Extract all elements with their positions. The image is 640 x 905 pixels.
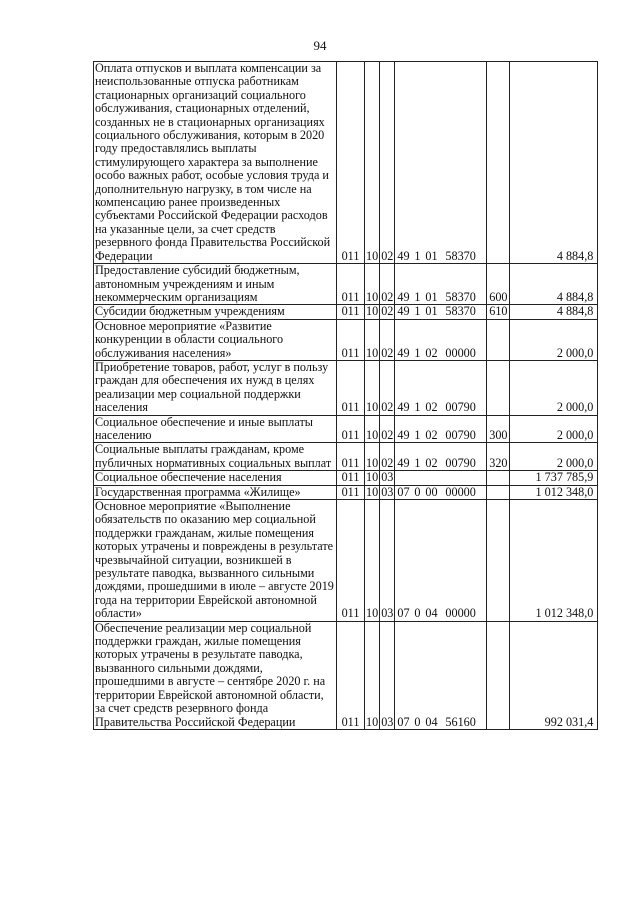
row-target-article xyxy=(395,485,487,499)
row-sum: 2 000,0 xyxy=(510,443,598,471)
table-row xyxy=(94,62,598,264)
target-event-code: 01 xyxy=(425,248,438,263)
target-event-code: 02 xyxy=(425,427,438,442)
row-target-article xyxy=(395,621,487,729)
row-subsection-code: 02 xyxy=(380,443,395,471)
row-name: Социальные выплаты гражданам, кроме публичных нормативных социальных выплат xyxy=(94,443,337,471)
table-row xyxy=(94,621,598,729)
target-program-code: 49 xyxy=(397,400,410,415)
row-target-article xyxy=(395,264,487,305)
row-sum: 4 884,8 xyxy=(510,62,598,264)
row-subsection-code: 03 xyxy=(381,485,394,499)
row-name: Оплата отпусков и выплата компенсации за неиспользованные отпуска работникам стационарных организаций социального обслуживания, стационарных отделений, созданных не в стационарных организациях социального обслуживания, которым в 2020 году предоставлялись выплаты стимулирующего характера за выполнение особо важных работ, особые условия труда и дополнительную нагрузку, в том числе на компенсацию ранее произведенных субъектами Российской Федерации расходов на указанные цели, за счет средств резервного фонда Правительства Российской Федерации xyxy=(94,62,337,264)
row-target-article xyxy=(395,360,487,415)
row-subsection-code: 02 xyxy=(380,319,395,360)
table-row xyxy=(94,360,598,415)
target-event-code: 02 xyxy=(425,345,438,360)
target-direction-code: 58370 xyxy=(445,304,476,319)
row-gr-code: 011 xyxy=(337,443,365,471)
target-event-code: 02 xyxy=(425,400,438,415)
target-direction-code: 00790 xyxy=(445,455,476,470)
row-section-code: 10 xyxy=(365,621,380,729)
row-gr-code: 011 xyxy=(337,319,365,360)
row-gr-code: 011 xyxy=(337,62,365,264)
row-section-code: 10 xyxy=(365,319,380,360)
row-sum: 4 884,8 xyxy=(510,305,598,319)
target-subprogram-code: 1 xyxy=(414,400,421,415)
row-target-article xyxy=(395,62,487,264)
row-subsection-code: 02 xyxy=(381,304,394,319)
row-expense-type-code xyxy=(487,319,510,360)
target-direction-code: 00790 xyxy=(445,400,476,415)
row-subsection-code: 03 xyxy=(380,500,395,622)
row-sum: 2 000,0 xyxy=(510,319,598,360)
target-subprogram-code: 1 xyxy=(414,248,421,263)
row-subsection-code: 03 xyxy=(381,470,394,485)
target-subprogram-code: 1 xyxy=(414,345,421,360)
row-expense-type-code xyxy=(487,500,510,622)
target-program-code: 07 xyxy=(397,485,410,499)
row-subsection-code: 03 xyxy=(380,621,395,729)
row-sum: 1 737 785,9 xyxy=(510,471,598,485)
row-expense-type-code xyxy=(487,471,510,485)
target-subprogram-code: 1 xyxy=(414,289,421,304)
target-direction-code: 00000 xyxy=(445,606,476,621)
target-event-code: 01 xyxy=(425,304,438,319)
row-gr-code: 011 xyxy=(337,621,365,729)
target-event-code: 01 xyxy=(425,289,438,304)
row-section-code: 10 xyxy=(365,415,380,443)
target-program-code: 49 xyxy=(397,248,410,263)
row-sum: 992 031,4 xyxy=(510,621,598,729)
row-target-article xyxy=(395,471,487,485)
row-sum: 2 000,0 xyxy=(510,360,598,415)
target-program-code: 49 xyxy=(397,289,410,304)
row-gr-code: 011 xyxy=(337,305,365,319)
target-subprogram-code: 1 xyxy=(414,455,421,470)
target-subprogram-code: 1 xyxy=(414,304,421,319)
target-direction-code: 00000 xyxy=(445,485,476,499)
row-expense-type-code: 320 xyxy=(487,443,510,471)
row-name: Социальное обеспечение и иные выплаты населению xyxy=(94,415,337,443)
target-direction-code: 58370 xyxy=(445,248,476,263)
table-row xyxy=(94,500,598,622)
row-gr-code: 011 xyxy=(337,471,365,485)
row-name: Обеспечение реализации мер социальной поддержки граждан, жилые помещения которых утрачены в результате паводка, вызванного сильными дождями, прошедшими в августе – сентябре 2020 г. на территории Еврейской автономной области, за счет средств резервного фонда Правительства Российской Федерации xyxy=(94,621,337,729)
row-name: Государственная программа «Жилище» xyxy=(94,485,337,499)
row-target-article xyxy=(395,305,487,319)
row-name: Приобретение товаров, работ, услуг в пользу граждан для обеспечения их нужд в целях реализации мер социальной поддержки населения xyxy=(94,360,337,415)
row-section-code: 10 xyxy=(365,443,380,471)
row-expense-type-code: 610 xyxy=(487,305,510,319)
target-direction-code: 56160 xyxy=(445,714,476,729)
row-gr-code: 011 xyxy=(337,485,365,499)
row-name: Субсидии бюджетным учреждениям xyxy=(94,305,337,319)
row-gr-code: 011 xyxy=(337,500,365,622)
budget-table xyxy=(93,61,598,730)
target-program-code: 49 xyxy=(397,455,410,470)
target-program-code: 49 xyxy=(397,304,410,319)
row-sum: 4 884,8 xyxy=(510,264,598,305)
row-gr-code: 011 xyxy=(337,264,365,305)
target-direction-code: 58370 xyxy=(445,289,476,304)
target-subprogram-code: 0 xyxy=(414,485,421,499)
target-event-code: 00 xyxy=(425,485,438,499)
target-program-code: 49 xyxy=(397,427,410,442)
row-expense-type-code xyxy=(487,621,510,729)
row-section-code: 10 xyxy=(365,264,380,305)
row-expense-type-code xyxy=(487,485,510,499)
target-program-code: 07 xyxy=(397,606,410,621)
row-target-article xyxy=(395,415,487,443)
target-direction-code: 00790 xyxy=(445,427,476,442)
row-section-code: 10 xyxy=(365,360,380,415)
row-target-article xyxy=(395,500,487,622)
row-expense-type-code xyxy=(487,62,510,264)
row-section-code: 10 xyxy=(366,470,379,485)
row-expense-type-code: 600 xyxy=(487,264,510,305)
table-row xyxy=(94,415,598,443)
table-row xyxy=(94,471,598,485)
row-subsection-code: 02 xyxy=(380,415,395,443)
target-program-code: 07 xyxy=(397,714,410,729)
table-row xyxy=(94,443,598,471)
target-subprogram-code: 1 xyxy=(414,427,421,442)
row-expense-type-code xyxy=(487,360,510,415)
table-row xyxy=(94,305,598,319)
row-name: Основное мероприятие «Развитие конкуренции в области социального обслуживания населения» xyxy=(94,319,337,360)
target-direction-code: 00000 xyxy=(445,345,476,360)
table-row xyxy=(94,319,598,360)
row-sum: 1 012 348,0 xyxy=(510,500,598,622)
row-name: Основное мероприятие «Выполнение обязательств по оказанию мер социальной поддержки гражданам, жилые помещения которых утрачены и повреждены в результате чрезвычайной ситуации, возникшей в результате паводка, вызванного сильными дождями, прошедшими в июле – августе 2019 года на территории Еврейской автономной области» xyxy=(94,500,337,622)
row-gr-code: 011 xyxy=(337,360,365,415)
row-expense-type-code: 300 xyxy=(487,415,510,443)
target-event-code: 04 xyxy=(425,714,438,729)
row-gr-code: 011 xyxy=(337,415,365,443)
row-subsection-code: 02 xyxy=(380,360,395,415)
table-row xyxy=(94,485,598,499)
row-name: Предоставление субсидий бюджетным, автономным учреждениям и иным некоммерческим организациям xyxy=(94,264,337,305)
row-name: Социальное обеспечение населения xyxy=(94,471,337,485)
row-section-code: 10 xyxy=(365,500,380,622)
target-subprogram-code: 0 xyxy=(414,714,421,729)
row-section-code: 10 xyxy=(366,304,379,319)
target-subprogram-code: 0 xyxy=(414,606,421,621)
row-section-code: 10 xyxy=(365,62,380,264)
row-subsection-code: 02 xyxy=(380,264,395,305)
table-row xyxy=(94,264,598,305)
row-target-article xyxy=(395,443,487,471)
target-program-code: 49 xyxy=(397,345,410,360)
target-event-code: 02 xyxy=(425,455,438,470)
target-event-code: 04 xyxy=(425,606,438,621)
row-section-code: 10 xyxy=(366,485,379,499)
row-sum: 2 000,0 xyxy=(510,415,598,443)
row-subsection-code: 02 xyxy=(380,62,395,264)
row-target-article xyxy=(395,319,487,360)
row-sum: 1 012 348,0 xyxy=(510,485,598,499)
page-number: 94 xyxy=(313,38,327,53)
